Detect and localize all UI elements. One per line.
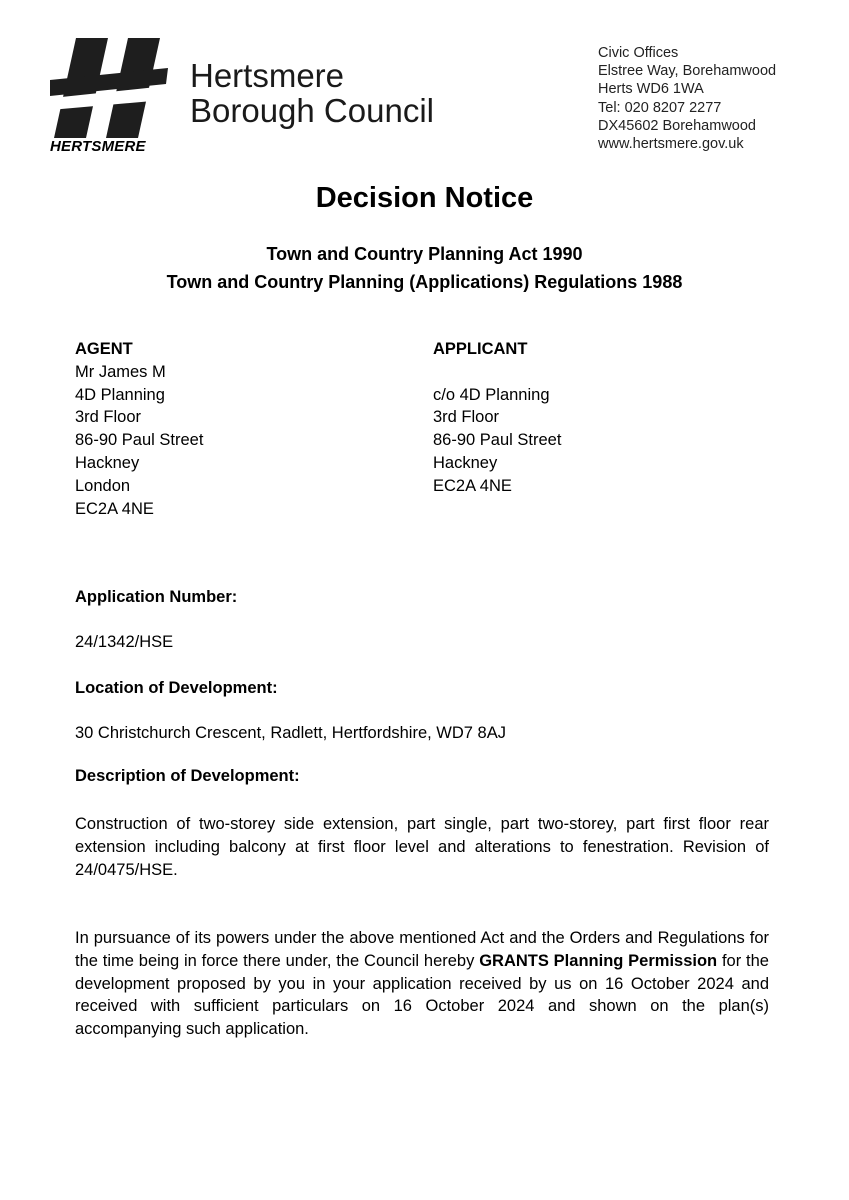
agent-heading: AGENT [75,340,133,358]
logo-caption: HERTSMERE [50,138,146,155]
address-line: DX45602 Borehamwood [598,117,756,134]
applicant-line: c/o 4D Planning [433,385,550,404]
application-number-label: Application Number: [75,588,238,606]
address-line: Elstree Way, Borehamwood [598,63,777,80]
address-line: Herts WD6 1WA [598,81,704,98]
applicant-block [433,338,561,498]
agent-line: 4D Planning [75,385,165,404]
council-name [190,58,434,128]
agent-line: Mr James M [75,362,166,381]
applicant-line [433,361,561,384]
applicant-line: 3rd Floor [433,408,500,427]
council-address [598,44,776,153]
agent-line: 86-90 Paul Street [75,431,204,450]
act-line: Town and Country Planning Act 1990 [266,244,583,264]
address-line: Civic Offices [598,45,679,61]
grant-phrase: GRANTS Planning Permission [479,951,718,970]
agent-line: EC2A 4NE [75,499,154,518]
decision-paragraph [75,927,769,1041]
agent-line: Hackney [75,453,140,472]
location-value: 30 Christchurch Crescent, Radlett, Hertfordshire, WD7 8AJ [75,724,506,742]
applicant-heading: APPLICANT [433,340,528,358]
applicant-line: Hackney [433,453,498,472]
address-line: Tel: 020 8207 2277 [598,99,722,116]
decision-text-after: for the development proposed by you in your application received by us on 16 October 2024 and received with sufficient particulars on 16 October 2024 and shown on the plan(s) accompanying such application. [75,951,769,1039]
page-title: Decision Notice [315,182,534,214]
agent-line: London [75,476,131,495]
council-name-line2: Borough Council [190,92,434,129]
decision-text-before: In pursuance of its powers under the above mentioned Act and the Orders and Regulations for the time being in force there under, the Council hereby [75,929,769,970]
act-line: Town and Country Planning (Applications) Regulations 1988 [166,272,683,292]
website-link[interactable]: www.hertsmere.gov.uk [598,136,744,153]
location-label: Location of Development: [75,679,278,697]
hertsmere-logo-icon [50,38,168,138]
description-label: Description of Development: [75,767,300,785]
application-number-value: 24/1342/HSE [75,633,174,651]
applicant-line: 86-90 Paul Street [433,431,562,450]
description-value: Construction of two-storey side extension, part single, part two-storey, part first floor rear extension including balcony at first floor level and alterations to fenestration. Revision of 24/0475/HSE. [75,815,769,879]
applicant-line: EC2A 4NE [433,476,512,495]
council-name-line1: Hertsmere [190,57,345,94]
agent-block [75,338,203,520]
acts-heading [0,240,849,296]
agent-line: 3rd Floor [75,408,142,427]
